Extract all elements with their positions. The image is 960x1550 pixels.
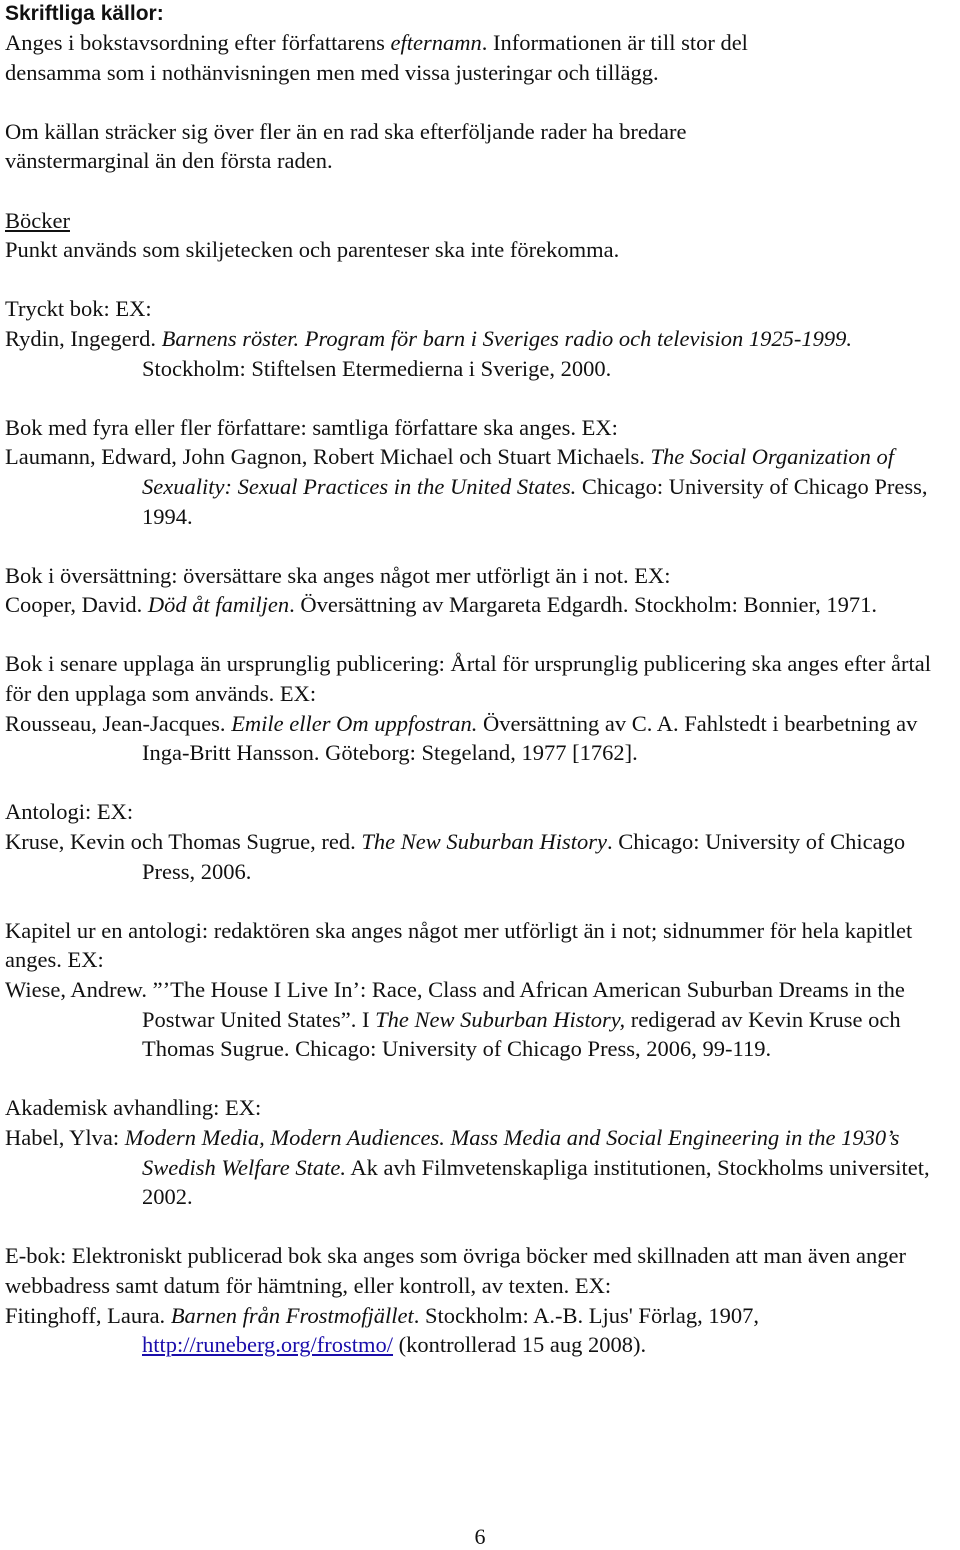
books-heading: Böcker [5, 207, 70, 233]
ref-publication: Ak avh Filmvetenskapliga institutionen, Stockholms universitet, 2002. [142, 1154, 930, 1210]
anthology-reference [5, 827, 955, 886]
indent-note-line-1: Om källan sträcker sig över fler än en rad ska efterföljande rader ha bredare [5, 118, 687, 144]
four-authors-label: Bok med fyra eller fler författare: samtliga författare ska anges. EX: [5, 414, 618, 440]
ref-publication: Stockholm: Stiftelsen Etermedierna i Sverige, 2000. [142, 355, 612, 381]
thesis-reference [5, 1123, 955, 1212]
ref-author: Laumann, Edward, John Gagnon, Robert Michael och Stuart Michaels. [5, 444, 651, 470]
intro-emphasis: efternamn [390, 30, 482, 55]
printed-book-label: Tryckt bok: EX: [5, 296, 152, 322]
translation-label: Bok i översättning: översättare ska anges något mer utförligt än i not. EX: [5, 562, 671, 588]
intro-text: . Informationen är till stor del [481, 30, 748, 55]
ref-publication: Översättning av C. A. Fahlstedt i bearbetning av Inga-Britt Hansson. Göteborg: Stegeland, 1977 [1762]. [142, 710, 918, 766]
ref-author: Kruse, Kevin och Thomas Sugrue, red. [5, 829, 362, 855]
ref-title: Modern Media, Modern Audiences. Mass Media and Social Engineering in the 1930’s Swedish Welfare State. [124, 1124, 900, 1180]
later-edition-label: Bok i senare upplaga än ursprunglig publicering: Årtal för ursprunglig publicering ska anges efter årtal för den upplaga som används. EX: [5, 651, 931, 707]
ref-publication: redigerad av Kevin Kruse och Thomas Sugrue. Chicago: University of Chicago Press, 2006, 99-119. [142, 1006, 901, 1062]
ebook-reference [5, 1301, 955, 1360]
ref-author: Fitinghoff, Laura. [5, 1302, 171, 1328]
ref-author: Habel, Ylva: [5, 1124, 125, 1150]
section-heading: Skriftliga källor: [5, 2, 164, 25]
anthology-label: Antologi: EX: [5, 799, 134, 825]
ref-author: Wiese, Andrew. ”’The House I Live In’: Race, Class and African American Suburban Dreams in the Postwar United States”. I [5, 977, 905, 1032]
four-authors-reference [5, 442, 955, 531]
ref-publication: Chicago: University of Chicago Press, 1994. [142, 473, 928, 529]
ref-publication: . Chicago: University of Chicago Press, 2006. [142, 829, 906, 884]
ref-author: Cooper, David. [5, 592, 148, 618]
ref-title: The Social Organization of Sexuality: Sexual Practices in the United States. [142, 444, 895, 499]
document-page [5, 0, 955, 1360]
ebook-url-link[interactable]: http://runeberg.org/frostmo/ [142, 1332, 394, 1358]
translation-reference [5, 590, 955, 620]
ref-title: Barnens röster. Program för barn i Sveriges radio och television 1925-1999. [161, 325, 852, 351]
printed-book-reference [5, 324, 955, 383]
indent-note-line-2: vänstermarginal än den första raden. [5, 148, 333, 174]
ref-title: Död åt familjen [147, 592, 290, 618]
ref-author: Rydin, Ingegerd. [5, 325, 162, 351]
thesis-label: Akademisk avhandling: EX: [5, 1095, 262, 1121]
ref-title: Barnen från Frostmofjället [170, 1302, 414, 1328]
page-number: 6 [474, 1524, 486, 1549]
ref-title: The New Suburban History [361, 829, 608, 855]
chapter-label: Kapitel ur en antologi: redaktören ska anges något mer utförligt än i not; sidnummer för hela kapitlet anges. EX: [5, 917, 913, 973]
ebook-label: E-bok: Elektroniskt publicerad bok ska anges som övriga böcker med skillnaden att man även anger webbadress samt datum för hämtning, eller kontroll, av texten. EX: [5, 1243, 906, 1298]
ref-access-date: (kontrollerad 15 aug 2008). [393, 1332, 647, 1358]
ref-publication: . Översättning av Margareta Edgardh. Stockholm: Bonnier, 1971. [289, 592, 878, 618]
chapter-reference [5, 975, 955, 1064]
ref-author: Rousseau, Jean-Jacques. [5, 710, 232, 736]
intro-line-2: densamma som i nothänvisningen men med vissa justeringar och tillägg. [5, 59, 659, 85]
ref-title: Emile eller Om uppfostran. [231, 710, 478, 736]
ref-publication: . Stockholm: A.-B. Ljus' Förlag, 1907, [413, 1302, 760, 1328]
books-note: Punkt används som skiljetecken och parenteser ska inte förekomma. [5, 237, 620, 263]
later-edition-reference [5, 709, 955, 768]
intro-text: Anges i bokstavsordning efter författarens [5, 30, 391, 55]
ref-title: The New Suburban History, [375, 1006, 626, 1032]
intro-line-1 [5, 28, 955, 58]
